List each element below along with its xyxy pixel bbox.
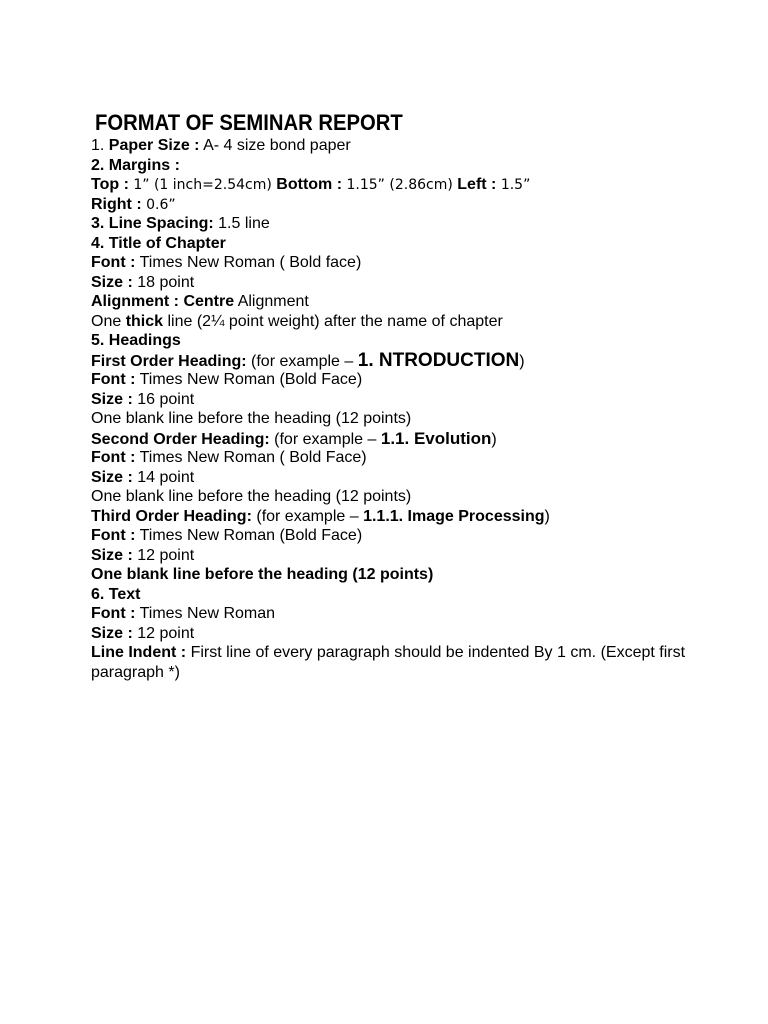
text-font-value: Times New Roman bbox=[139, 605, 276, 622]
third-order-heading-label: Third Order Heading: bbox=[91, 507, 252, 525]
second-order-blank-line-note: One blank line before the heading (12 points) bbox=[91, 488, 412, 505]
first-order-size-value: 16 point bbox=[137, 390, 195, 408]
text-size-line bbox=[91, 624, 711, 644]
third-order-size-value: 12 point bbox=[137, 546, 195, 564]
thick-line-bold: thick bbox=[125, 312, 164, 330]
second-order-heading-label: Second Order Heading: bbox=[91, 430, 270, 448]
paper-size-value: A- 4 size bond paper bbox=[203, 137, 351, 154]
second-order-size-value: 14 point bbox=[137, 468, 195, 486]
right-margin-line bbox=[91, 195, 711, 215]
first-order-font-line bbox=[91, 370, 711, 390]
chapter-font-line bbox=[91, 253, 711, 273]
line-indent-label: Line Indent : bbox=[91, 644, 187, 661]
first-order-font-label: Font : bbox=[91, 371, 136, 388]
text-size-value: 12 point bbox=[137, 624, 195, 642]
third-order-heading-pre: (for example – bbox=[256, 507, 359, 525]
thick-line-post: line (2¼ point weight) after the name of chapter bbox=[167, 312, 503, 330]
first-order-font-value: Times New Roman (Bold Face) bbox=[139, 371, 363, 388]
title-of-chapter-heading: 4. Title of Chapter bbox=[91, 234, 226, 252]
third-order-size-line bbox=[91, 546, 711, 566]
third-order-font-label: Font : bbox=[91, 527, 136, 544]
second-order-size-line bbox=[91, 468, 711, 488]
bottom-margin-value: 1.15” (2.86cm) bbox=[346, 177, 453, 193]
chapter-alignment-value: Alignment bbox=[237, 293, 309, 310]
right-margin-label: Right : bbox=[91, 195, 142, 213]
first-order-size-label: Size : bbox=[91, 390, 133, 408]
line-spacing-value: 1.5 line bbox=[218, 215, 270, 232]
second-order-heading-line bbox=[91, 429, 711, 449]
third-order-blank-line-note: One blank line before the heading (12 points) bbox=[91, 566, 434, 583]
chapter-size-line bbox=[91, 273, 711, 293]
thick-line-note bbox=[91, 312, 711, 332]
chapter-font-value: Times New Roman ( Bold face) bbox=[139, 254, 362, 271]
top-margin-value: 1” (1 inch=2.54cm) bbox=[133, 177, 272, 193]
first-order-heading-line bbox=[91, 351, 711, 371]
first-order-heading-example: 1. NTRODUCTION bbox=[357, 349, 520, 371]
paper-size-line bbox=[91, 136, 711, 156]
paper-size-label: Paper Size : bbox=[108, 137, 200, 154]
chapter-size-label: Size : bbox=[91, 273, 133, 291]
first-order-heading-label: First Order Heading: bbox=[91, 352, 247, 370]
margins-heading: 2. Margins : bbox=[91, 156, 180, 174]
third-order-heading-example: 1.1.1. Image Processing bbox=[363, 507, 545, 525]
line-indent-line bbox=[91, 643, 711, 682]
chapter-alignment-line bbox=[91, 292, 711, 312]
second-order-size-label: Size : bbox=[91, 468, 133, 486]
chapter-alignment-label: Alignment : Centre bbox=[91, 293, 235, 310]
text-size-label: Size : bbox=[91, 624, 133, 642]
bottom-margin-label: Bottom : bbox=[276, 176, 343, 193]
chapter-size-value: 18 point bbox=[137, 273, 195, 291]
chapter-font-label: Font : bbox=[91, 254, 136, 271]
left-margin-value: 1.5” bbox=[500, 177, 531, 193]
top-margin-label: Top : bbox=[91, 176, 129, 193]
second-order-font-line bbox=[91, 448, 711, 468]
third-order-font-line bbox=[91, 526, 711, 546]
third-order-heading-line bbox=[91, 507, 711, 527]
line-indent-value: First line of every paragraph should be indented By 1 cm. (Except first paragraph *) bbox=[91, 644, 686, 681]
text-font-line bbox=[91, 604, 711, 624]
line-spacing-line bbox=[91, 214, 711, 234]
document-body bbox=[91, 136, 711, 682]
line-spacing-label: 3. Line Spacing: bbox=[91, 215, 214, 232]
item-number: 1. bbox=[91, 137, 105, 154]
text-heading: 6. Text bbox=[91, 585, 141, 603]
third-order-heading-post: ) bbox=[544, 507, 550, 525]
third-order-size-label: Size : bbox=[91, 546, 133, 564]
second-order-heading-example: 1.1. Evolution bbox=[380, 428, 492, 448]
left-margin-label: Left : bbox=[457, 176, 497, 193]
second-order-heading-post: ) bbox=[491, 430, 497, 448]
first-order-size-line bbox=[91, 390, 711, 410]
first-order-blank-line-note: One blank line before the heading (12 points) bbox=[91, 410, 412, 427]
thick-line-pre: One bbox=[91, 312, 122, 330]
margins-line bbox=[91, 175, 711, 195]
page-title: FORMAT OF SEMINAR REPORT bbox=[95, 110, 403, 135]
second-order-heading-pre: (for example – bbox=[274, 430, 377, 448]
second-order-font-label: Font : bbox=[91, 449, 136, 466]
second-order-font-value: Times New Roman ( Bold Face) bbox=[139, 449, 367, 466]
first-order-heading-pre: (for example – bbox=[251, 352, 354, 370]
headings-heading: 5. Headings bbox=[91, 332, 181, 349]
text-font-label: Font : bbox=[91, 605, 136, 622]
right-margin-value: 0.6” bbox=[146, 196, 176, 213]
third-order-font-value: Times New Roman (Bold Face) bbox=[139, 527, 363, 544]
first-order-heading-post: ) bbox=[519, 352, 525, 370]
